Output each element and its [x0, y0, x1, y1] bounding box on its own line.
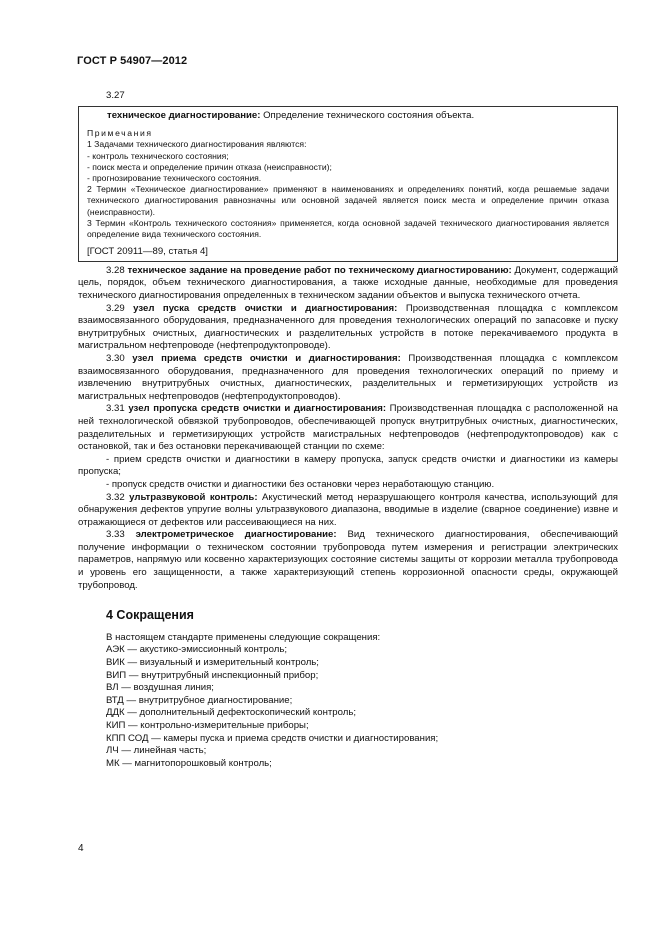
abbreviation-item: ЛЧ — линейная часть;: [106, 745, 207, 757]
item-number: 3.28: [106, 264, 125, 276]
item-number: 3.29: [106, 302, 125, 314]
term-definition: Вид технического диагностирования, обеспечивающий получение информации о техническом состоянии трубопровода путем измерения и регистрации электрических параметров, напрямую или косвенно характеризующих состояние системы защиты от коррозии металла трубопровода и уровень его защищенности, а также характеризующий степень коррозионной опасности среды, окружающей трубопровод.: [78, 529, 618, 591]
notes-block: [87, 128, 609, 240]
abbreviation-item: МК — магнитопорошковый контроль;: [106, 757, 272, 769]
page-number: 4: [78, 843, 84, 854]
abbreviation-item: ДДК — дополнительный дефектоскопический контроль;: [106, 707, 356, 719]
term-3-32: [78, 492, 618, 530]
scheme-item: - прием средств очистки и диагностики в камеру пропуска, запуск средств очистки и диагностики из камеры пропуска;: [78, 453, 618, 478]
term-3-30: [78, 353, 618, 403]
term-name: узел пропуска средств очистки и диагностирования:: [128, 403, 387, 415]
definition-box-3-27: [78, 106, 618, 262]
document-header: ГОСТ Р 54907—2012: [77, 55, 188, 67]
term-3-27: [67, 110, 609, 123]
term-name: техническое диагностирование:: [107, 109, 261, 121]
page-content: [78, 90, 618, 770]
abbreviation-item: ВИП — внутритрубный инспекционный прибор;: [106, 669, 319, 681]
abbreviation-item: ВЛ — воздушная линия;: [106, 682, 214, 694]
section-title: 4 Сокращения: [106, 608, 194, 623]
item-number: 3.32: [106, 491, 125, 503]
term-name: электрометрическое диагностирование:: [135, 529, 337, 541]
term-3-29: [78, 303, 618, 353]
term-definition: Производственная площадка с расположенной на ней технологической обвязкой трубопроводов, обеспечивающей пропуск внутритрубных очистных, диагностических, разделительных и герметизирующих устройств магистральных нефтепроводов (нефтепродуктопроводов) как с остановкой, так и без остановки перекачивающей станции по схеме:: [78, 403, 618, 453]
source-reference: [ГОСТ 20911—89, статья 4]: [87, 246, 208, 258]
term-3-33: [78, 529, 618, 592]
abbreviation-item: КИП — контрольно-измерительные приборы;: [106, 720, 309, 731]
item-number: 3.33: [106, 529, 125, 541]
term-name: техническое задание на проведение работ по техническому диагностированию:: [127, 264, 512, 276]
scheme-item: - пропуск средств очистки и диагностики без остановки через неработающую станцию.: [106, 478, 495, 490]
note-line: - поиск места и определение причин отказа (неисправности);: [87, 161, 332, 172]
note-line: - контроль технического состояния;: [87, 150, 229, 161]
abbreviation-item: АЭК — акустико-эмиссионный контроль;: [106, 644, 288, 656]
item-number: 3.30: [106, 352, 125, 364]
term-name: ультразвуковой контроль:: [129, 491, 258, 503]
note-line: - прогнозирование технического состояния.: [87, 173, 262, 183]
note-line: 1 Задачами технического диагностирования являются:: [87, 139, 307, 150]
term-name: узел приема средств очистки и диагностирования:: [132, 352, 401, 364]
note-line: 2 Термин «Техническое диагностирование» применяют в наименованиях и определениях понятий, когда решаемые задачи технического диагностирования равнозначны или основной задачей является поиск места и определение причин отказа (неисправности).: [87, 184, 609, 217]
term-definition: Производственная площадка с комплексом взаимосвязанного оборудования, предназначенного для проведения технологических операций по запасовке и пуску внутритрубных очистных, диагностических и разделительных устройств в потоке перекачиваемого продукта в магистральном нефтепроводе (нефтепродуктопроводе).: [78, 302, 618, 352]
notes-title: Примечания: [87, 128, 153, 139]
item-number-3-27: 3.27: [106, 90, 125, 101]
term-name: узел пуска средств очистки и диагностирования:: [133, 302, 398, 314]
abbreviation-item: ВТД — внутритрубное диагностирование;: [106, 694, 293, 706]
abbreviation-item: КПП СОД — камеры пуска и приема средств очистки и диагностирования;: [106, 732, 439, 744]
abbreviation-item: ВИК — визуальный и измерительный контроль;: [106, 657, 319, 669]
term-definition: Акустический метод неразрушающего контроля качества, использующий для обнаружения дефектов упругие волны ультразвукового диапазона, вводимые в изделие (сварное соединение) извне и отражающиеся от дефектов или рассеивающиеся на них.: [78, 491, 618, 528]
term-definition: Документ, содержащий цель, порядок, объем технического диагностирования, а также исходные данные, необходимые для проведения технического диагностирования определенных в техническом задании объектов и выпуска технического отчета.: [78, 264, 619, 301]
term-3-31: [78, 403, 618, 453]
term-definition: Определение технического состояния объекта.: [260, 109, 475, 121]
abbreviations-intro: В настоящем стандарте применены следующие сокращения:: [106, 631, 381, 643]
term-3-28: [78, 265, 618, 303]
item-number: 3.31: [106, 403, 125, 415]
term-definition: Производственная площадка с комплексом взаимосвязанного оборудования, предназначенного для проведения технологических операций по приему и извлечению внутритрубных очистных, диагностических, разделительных и герметизирующих устройств из магистральных нефтепроводов (нефтепродуктопроводов).: [78, 352, 618, 402]
note-line: 3 Термин «Контроль технического состояния» применяется, когда основной задачей технического диагностирования является определение вида технического состояния.: [87, 217, 609, 240]
